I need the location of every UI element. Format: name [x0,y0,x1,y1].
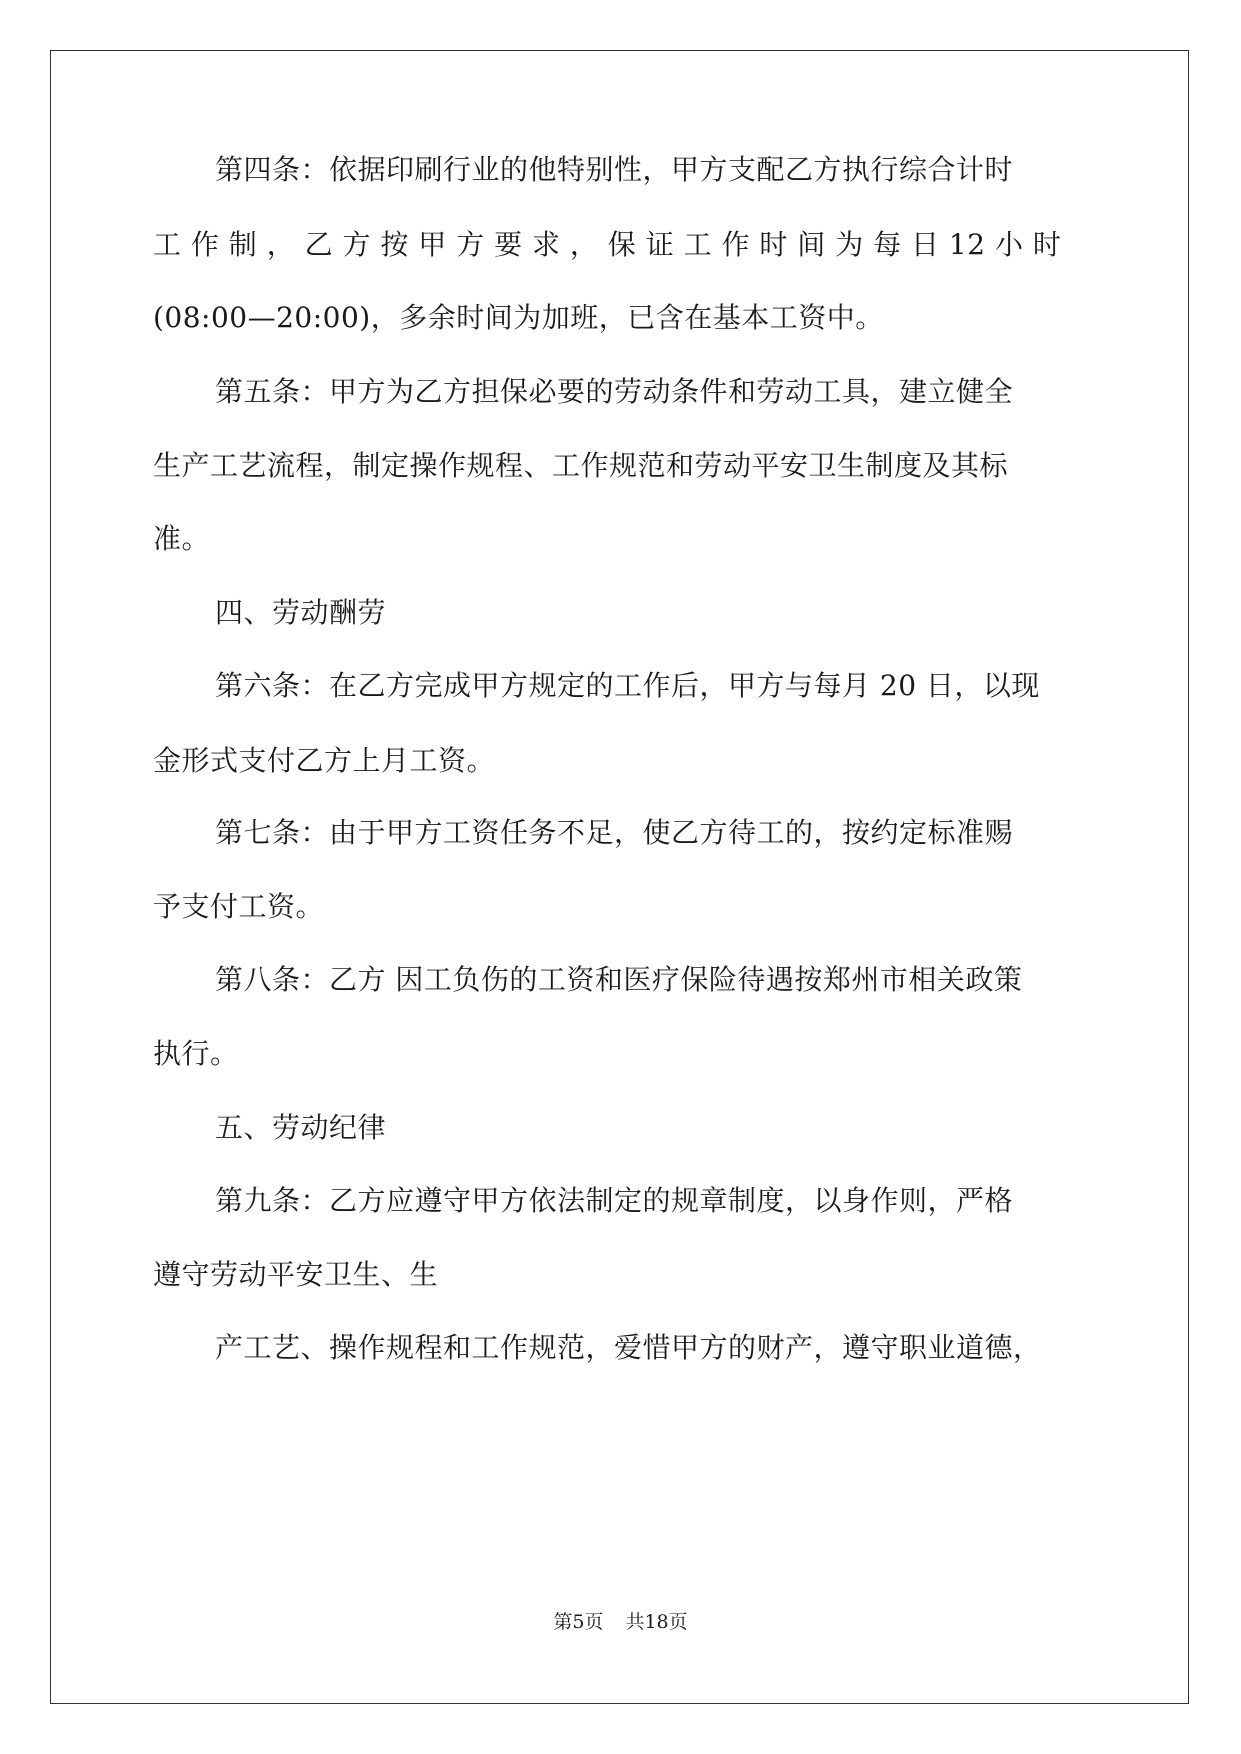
section-heading: 四、劳动酬劳 [215,596,387,629]
paragraph-line: 第六条：在乙方完成甲方规定的工作后，甲方与每月 20 日，以现 [215,669,1040,702]
paragraph-line: 金形式支付乙方上月工资。 [153,744,496,777]
paragraph-line: 予支付工资。 [153,890,325,923]
paragraph-line: 第五条：甲方为乙方担保必要的劳动条件和劳动工具，建立健全 [215,375,1014,408]
paragraph-line: 第九条：乙方应遵守甲方依法制定的规章制度，以身作则，严格 [215,1184,1014,1217]
paragraph-line: (08:00—20:00)，多余时间为加班，已含在基本工资中。 [153,301,884,334]
page-footer [0,1610,1241,1634]
paragraph-line: 执行。 [153,1037,239,1070]
paragraph-line: 第四条：依据印刷行业的他特别性，甲方支配乙方执行综合计时 [215,153,1014,186]
paragraph-line: 工 作 制 ， 乙 方 按 甲 方 要 求 ， 保 证 工 作 时 间 为 每 日 12 小 时 [153,228,1062,261]
paragraph-line: 准。 [153,522,211,555]
paragraph-line: 遵守劳动平安卫生、生 [153,1258,439,1291]
page-number: 第5页 [553,1611,604,1633]
section-heading: 五、劳动纪律 [215,1111,387,1144]
paragraph-line: 生产工艺流程，制定操作规程、工作规范和劳动平安卫生制度及其标 [153,449,1009,482]
paragraph-line: 第八条：乙方 因工负伤的工资和医疗保险待遇按郑州市相关政策 [215,963,1023,996]
paragraph-line: 第七条：由于甲方工资任务不足，使乙方待工的，按约定标准赐 [215,816,1014,849]
paragraph-line: 产工艺、操作规程和工作规范，爱惜甲方的财产，遵守职业道德， [215,1331,1042,1364]
page-total: 共18页 [625,1611,688,1633]
